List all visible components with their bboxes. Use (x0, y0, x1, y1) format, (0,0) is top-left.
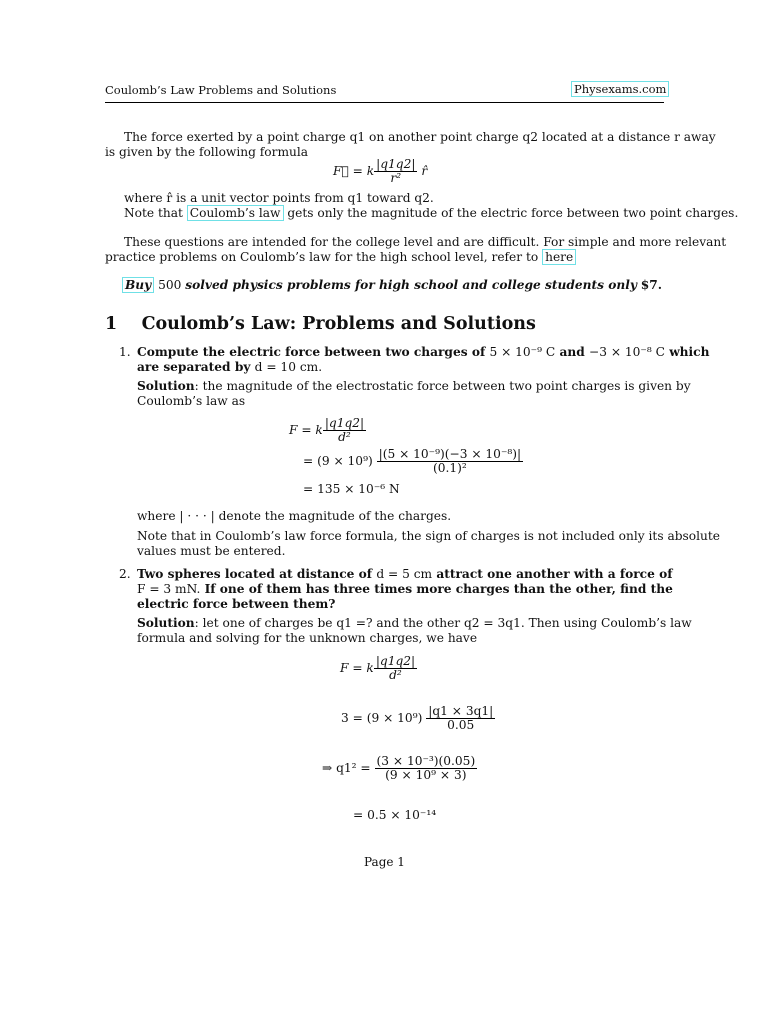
p1-solution-label: Solution (137, 379, 195, 393)
p1-eq1-fraction (323, 417, 366, 444)
problem-1-question-line-2 (137, 359, 322, 375)
p2-q-text-a: Two spheres located at distance of (137, 567, 373, 581)
p2-eq1-num: |q1q2| (375, 654, 416, 668)
section-heading (105, 314, 536, 334)
p2-q-force: F = 3 mN. (137, 582, 201, 596)
p2-solution-label: Solution (137, 616, 195, 630)
p2-eq2-num: |q1 × 3q1| (428, 704, 494, 718)
intro-where: where r̂ is a unit vector points from q1 toward q2. (124, 191, 434, 205)
college-line-2 (105, 249, 576, 265)
p1-eq1-num: |q1q2| (324, 416, 365, 430)
intro-formula (333, 158, 427, 185)
intro-line-2: is given by the following formula (105, 145, 309, 159)
here-link[interactable]: here (542, 249, 576, 265)
page-number: Page 1 (364, 855, 405, 869)
header-rule (105, 102, 664, 103)
problem-2-solution-line-2: formula and solving for the unknown charges, we have (137, 631, 478, 645)
p2-eq2-fraction (426, 705, 495, 732)
buy-price: $7. (640, 278, 662, 292)
formula-rhs: r̂ (421, 164, 428, 178)
problem-1-solution-line-1 (137, 378, 691, 394)
p2-eq2-lhs: 3 = (9 × 10⁹) (341, 711, 423, 725)
p2-eq1-fraction (374, 655, 417, 682)
p1-equation-2 (303, 448, 523, 475)
p2-solution-text: : let one of charges be q1 =? and the other q2 = 3q1. Then using Coulomb’s law (194, 616, 692, 630)
formula-lhs: F⃗ = k (333, 164, 375, 178)
note-pre: Note that (124, 206, 183, 220)
buy-link[interactable]: Buy (122, 277, 154, 293)
p2-eq3-lhs: ⇒ q1² = (322, 761, 371, 775)
p2-equation-1 (340, 655, 417, 682)
p1-eq2-den: (0.1)² (432, 461, 467, 475)
buy-line (122, 277, 662, 293)
p1-note-line-2: values must be entered. (137, 544, 286, 558)
problem-2-question-line-3: electric force between them? (137, 597, 336, 611)
p1-q-text-a: Compute the electric force between two charges of (137, 345, 486, 359)
formula-fraction (374, 158, 417, 185)
buy-count: 500 (158, 278, 182, 292)
p1-equation-1 (289, 417, 366, 444)
site-link[interactable] (571, 82, 669, 96)
p2-equation-2 (341, 705, 495, 732)
problem-1-number: 1. (119, 345, 131, 359)
note-post: gets only the magnitude of the electric force between two point charges. (287, 206, 739, 220)
formula-numerator: |q1q2| (376, 157, 416, 171)
intro-note (124, 205, 738, 221)
college-line-2-text: practice problems on Coulomb’s law for the high school level, refer to (105, 250, 539, 264)
problem-1-question-line-1 (137, 344, 709, 360)
p2-equation-3 (322, 755, 477, 782)
p1-q-text-b: which (669, 345, 710, 359)
p1-eq2-num: |(5 × 10⁻⁹)(−3 × 10⁻⁸)| (378, 447, 522, 461)
p2-eq3-den: (9 × 10⁹ × 3) (385, 768, 467, 782)
problem-2-question-line-2 (137, 581, 673, 597)
p1-q-charge-2: −3 × 10⁻⁸ C (588, 345, 665, 359)
p2-eq3-fraction (375, 755, 478, 782)
p1-solution-text: : the magnitude of the electrostatic force between two point charges is given by (194, 379, 691, 393)
p1-q-distance: d = 10 cm. (254, 360, 323, 374)
p2-eq3-num: (3 × 10⁻³)(0.05) (376, 754, 476, 768)
problem-2-solution-line-1 (137, 615, 692, 631)
p2-eq2-den: 0.05 (447, 718, 475, 732)
site-link-text[interactable]: Physexams.com (571, 81, 669, 97)
college-line-1: These questions are intended for the college level and are difficult. For simple and more relevant (124, 235, 727, 249)
problem-1-solution-line-2: Coulomb’s law as (137, 394, 246, 408)
p2-eq1-lhs: F = k (340, 661, 374, 675)
p1-eq2-fraction (377, 448, 524, 475)
section-title: Coulomb’s Law: Problems and Solutions (141, 314, 536, 334)
p1-q-text-c: are separated by (137, 360, 251, 374)
intro-line-1: The force exerted by a point charge q1 on another point charge q2 located at a distance r away (124, 130, 716, 144)
p1-q-and: and (559, 345, 585, 359)
problem-2-question-line-1 (137, 566, 672, 582)
p1-q-charge-1: 5 × 10⁻⁹ C (489, 345, 556, 359)
p1-equation-3: = 135 × 10⁻⁶ N (303, 482, 400, 496)
problem-2-number: 2. (119, 567, 131, 581)
p2-q-text-c: If one of them has three times more charges than the other, find the (204, 582, 673, 596)
p2-q-distance: d = 5 cm (376, 567, 433, 581)
p1-eq1-lhs: F = k (289, 423, 323, 437)
p1-eq2-lhs: = (9 × 10⁹) (303, 454, 373, 468)
coulombs-law-link[interactable]: Coulomb’s law (187, 205, 284, 221)
p1-where: where | · · · | denote the magnitude of the charges. (137, 509, 452, 523)
p2-q-text-b: attract one another with a force of (436, 567, 673, 581)
section-number: 1 (105, 314, 118, 334)
formula-denominator: r² (390, 171, 402, 185)
p1-note-line-1: Note that in Coulomb’s law force formula, the sign of charges is not included only its absolute (137, 529, 720, 543)
p2-equation-4: = 0.5 × 10⁻¹⁴ (353, 808, 437, 822)
p2-eq1-den: d² (389, 668, 402, 682)
p1-eq1-den: d² (338, 430, 351, 444)
buy-text: solved physics problems for high school and college students only (185, 278, 637, 292)
running-header-title: Coulomb’s Law Problems and Solutions (105, 83, 337, 97)
